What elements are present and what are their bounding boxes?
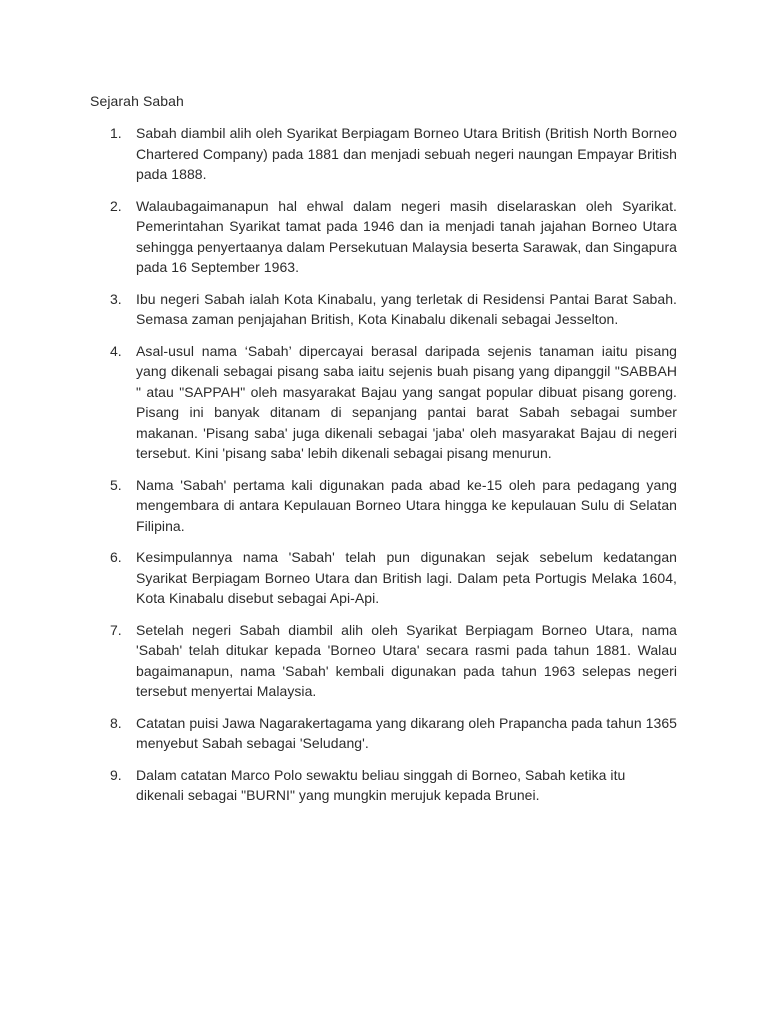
- list-item-number: 5.: [110, 476, 122, 493]
- list-item-text: Catatan puisi Jawa Nagarakertagama yang dikarang oleh Prapancha pada tahun 1365 menyebut Sabah sebagai 'Seludang'.: [136, 714, 677, 751]
- list-item-text: Setelah negeri Sabah diambil alih oleh Syarikat Berpiagam Borneo Utara, nama 'Sabah' telah ditukar kepada 'Borneo Utara' secara rasmi pada tahun 1881. Walau bagaimanapun, nama 'Sabah' kembali digunakan pada tahun 1963 selepas negeri tersebut menyertai Malaysia.: [136, 621, 677, 699]
- list-item-number: 9.: [110, 766, 122, 783]
- document-title: Sejarah Sabah: [90, 93, 184, 109]
- list-item-number: 6.: [110, 549, 122, 565]
- list-item: [0, 196, 768, 278]
- list-item: [0, 713, 768, 754]
- list-item-number: 1.: [110, 125, 122, 141]
- list-item: [0, 289, 768, 330]
- list-item: [0, 475, 768, 537]
- list-item: [0, 620, 768, 702]
- list-item-text: Ibu negeri Sabah ialah Kota Kinabalu, yang terletak di Residensi Pantai Barat Sabah. Semasa zaman penjajahan British, Kota Kinabalu dikenali sebagai Jesselton.: [136, 290, 677, 327]
- list-item-text: Dalam catatan Marco Polo sewaktu beliau singgah di Borneo, Sabah ketika itu dikenali sebagai "BURNI" yang mungkin merujuk kepada Brunei.: [136, 766, 626, 803]
- list-item-text: Sabah diambil alih oleh Syarikat Berpiagam Borneo Utara British (British North Borneo Chartered Company) pada 1881 dan menjadi sebuah negeri naungan Empayar British pada 1888.: [136, 125, 677, 182]
- list-item: [0, 123, 768, 185]
- list-item: [0, 765, 768, 806]
- list-item-text: Nama 'Sabah' pertama kali digunakan pada abad ke-15 oleh para pedagang yang mengembara di antara Kepulauan Borneo Utara hingga ke kepulauan Sulu di Selatan Filipina.: [136, 476, 677, 534]
- list-item-number: 8.: [110, 714, 122, 731]
- list-item: [0, 547, 768, 609]
- list-item-number: 3.: [110, 290, 122, 307]
- list-item-text: Kesimpulannya nama 'Sabah' telah pun digunakan sejak sebelum kedatangan Syarikat Berpiagam Borneo Utara dan British lagi. Dalam peta Portugis Melaka 1604, Kota Kinabalu disebut sebagai Api-Api.: [136, 549, 677, 606]
- list-item-text: Asal-usul nama ‘Sabah’ dipercayai berasal daripada sejenis tanaman iaitu pisang yang dikenali sebagai pisang saba iaitu sejenis buah pisang yang dipanggil "SABBAH " atau "SAPPAH" oleh masyarakat Bajau yang sangat popular dibuat pisang goreng. Pisang ini banyak ditanam di sepanjang pantai barat Sabah sebagai sumber makanan. 'Pisang saba' juga dikenali sebagai 'jaba' oleh masyarakat Bajau di negeri tersebut. Kini 'pisang saba' lebih dikenali sebagai pisang menurun.: [136, 342, 677, 461]
- list-item-number: 2.: [110, 197, 122, 214]
- list-item-text: Walaubagaimanapun hal ehwal dalam negeri masih diselaraskan oleh Syarikat. Pemerintahan Syarikat tamat pada 1946 dan ia menjadi tanah jajahan Borneo Utara sehingga penyertaanya dalam Persekutuan Malaysia beserta Sarawak, dan Singapura pada 16 September 1963.: [136, 197, 677, 275]
- list-item-number: 7.: [110, 621, 122, 638]
- list-item: [0, 341, 768, 464]
- list-item-number: 4.: [110, 342, 122, 359]
- numbered-list: [0, 123, 768, 817]
